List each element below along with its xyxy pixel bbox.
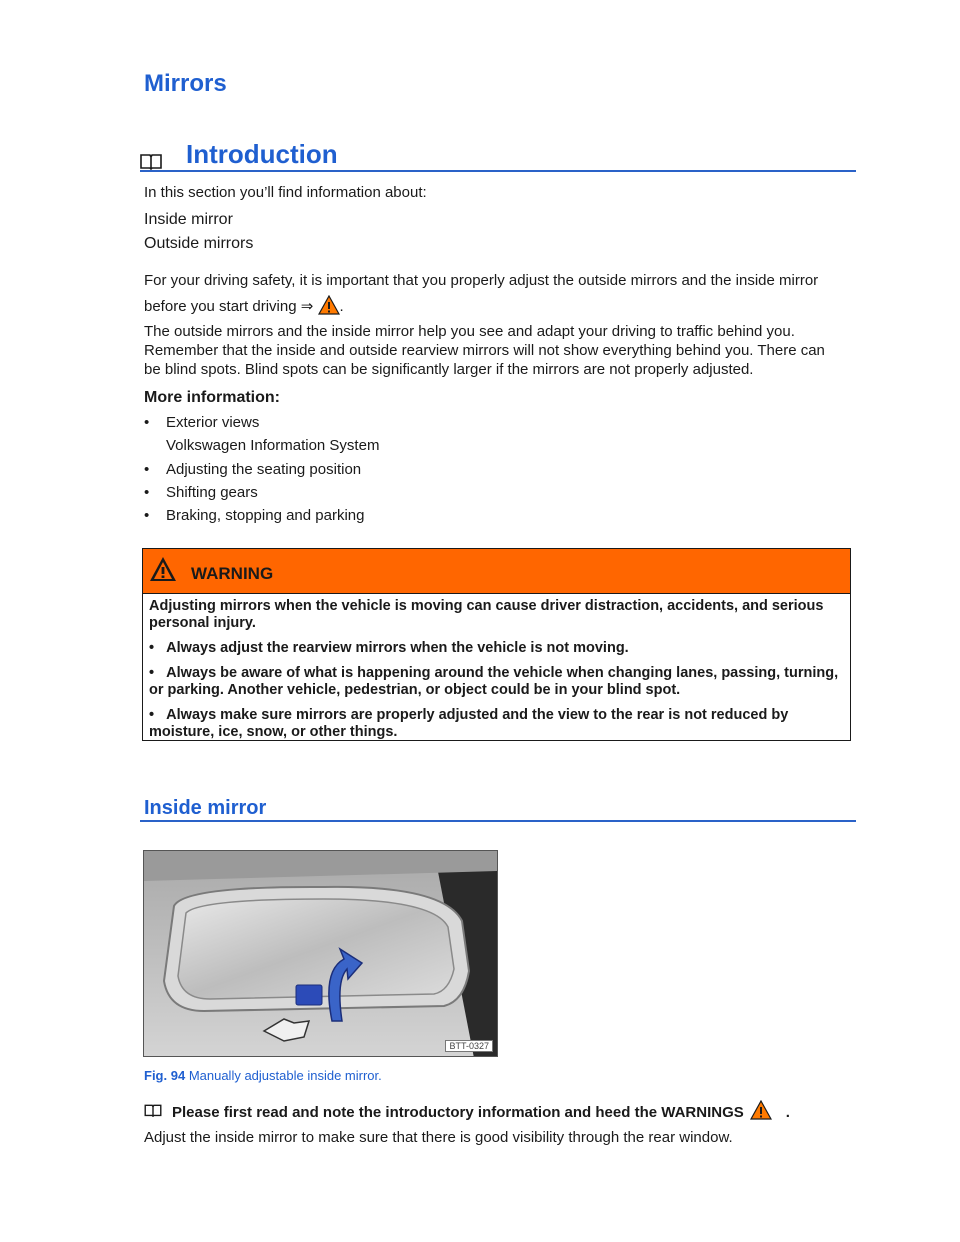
- intro-heading-text: Introduction: [186, 139, 338, 169]
- bullet-icon: •: [149, 640, 155, 656]
- topic-link[interactable]: Inside mirror: [144, 211, 233, 228]
- figure-number: Fig. 94: [144, 1068, 186, 1083]
- mirror-illustration: [144, 851, 498, 1057]
- warning-box: [142, 548, 851, 741]
- safety-text: For your driving safety, it is important that you properly adjust the outside mirrors and the inside mirror before you start driving ⇒: [144, 272, 819, 315]
- warning-point: • Always be aware of what is happening around the vehicle when changing lanes, passing, turning, or parking. Another vehicle, pedestrian, or object could be in your blind spot.: [149, 665, 839, 698]
- list-item[interactable]: • Adjusting the seating position: [144, 460, 362, 478]
- warning-label: WARNING: [191, 564, 274, 583]
- list-item[interactable]: • Braking, stopping and parking: [144, 507, 365, 525]
- more-info-list: [144, 413, 379, 529]
- page-title: Mirrors: [144, 70, 227, 97]
- bullet-icon: •: [149, 707, 155, 723]
- warning-triangle-icon: [149, 556, 177, 587]
- intro-note-text: Please first read and note the introductory information and heed the WARNINGS: [172, 1103, 744, 1121]
- bullet-icon: •: [144, 460, 150, 478]
- warning-body: [143, 594, 850, 753]
- book-icon: [140, 152, 186, 170]
- intro-paragraph-2: The outside mirrors and the inside mirror help you see and adapt your driving to traffic behind you. Remember that the inside and outside rearview mirrors will not show everything behind you. There can be blind spots. Blind spots can be significantly larger if the mirrors are not properly adjusted.: [144, 323, 825, 378]
- warning-triangle-icon[interactable]: [750, 1100, 772, 1124]
- figure-caption-text: Manually adjustable inside mirror.: [188, 1068, 382, 1083]
- intro-lead: In this section you’ll find information about:: [144, 184, 427, 201]
- bullet-icon: •: [149, 665, 155, 681]
- warning-header: [143, 549, 850, 594]
- inside-mirror-heading: Inside mirror: [140, 792, 856, 822]
- figure-code: BTT-0327: [445, 1040, 493, 1052]
- warning-triangle-icon[interactable]: [318, 295, 340, 324]
- inside-mirror-body: Adjust the inside mirror to make sure that there is good visibility through the rear window.: [144, 1129, 733, 1146]
- list-item[interactable]: • Shifting gears: [144, 483, 258, 501]
- list-item[interactable]: • Exterior views: [144, 414, 260, 431]
- list-item[interactable]: Volkswagen Information System: [166, 437, 380, 455]
- warning-intro: Adjusting mirrors when the vehicle is moving can cause driver distraction, accidents, and serious personal injury.: [149, 598, 824, 631]
- warning-point: • Always adjust the rearview mirrors when the vehicle is not moving.: [149, 640, 629, 656]
- figure-caption: [144, 1068, 382, 1083]
- intro-note: Please first read and note the introductory information and heed the WARNINGS .: [144, 1100, 790, 1124]
- safety-paragraph: For your driving safety, it is important that you properly adjust the outside mirrors and the inside mirror before you start driving ⇒ .: [144, 268, 856, 324]
- bullet-icon: •: [144, 483, 150, 501]
- topic-link[interactable]: Outside mirrors: [144, 235, 254, 252]
- bullet-icon: •: [144, 414, 150, 431]
- bullet-icon: •: [144, 507, 150, 525]
- inside-mirror-figure: [143, 850, 498, 1057]
- book-icon[interactable]: [144, 1103, 172, 1121]
- more-info-heading: More information:: [144, 389, 280, 406]
- intro-heading: [140, 134, 856, 172]
- warning-point: • Always make sure mirrors are properly adjusted and the view to the rear is not reduced by moisture, ice, snow, or other things.: [149, 707, 789, 740]
